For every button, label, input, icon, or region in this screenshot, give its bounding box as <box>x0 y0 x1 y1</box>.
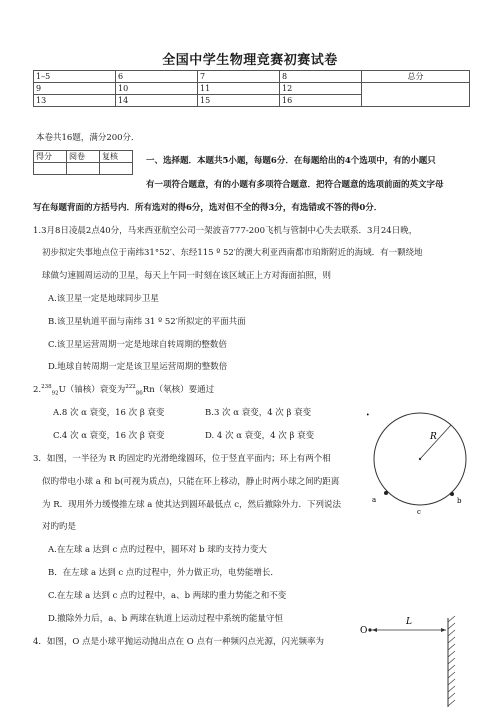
radius-label: R <box>430 432 437 442</box>
q2-radon-text: Rn（氡核）要通过 <box>142 385 215 395</box>
u-mass-number: 238 <box>41 384 52 391</box>
page-title: 全国中学生物理竞赛初赛试卷 <box>162 53 338 68</box>
ring-figure <box>360 405 480 517</box>
arrow-head-left <box>372 628 377 632</box>
rn-atomic-number: 86 <box>135 390 143 397</box>
table-cell: 14 <box>116 95 198 107</box>
q1-line2: 初步拟定失事地点位于南纬31°52′、东经115 º 52′的澳大利亚西南都市珀斯附近的海域．有一颗绕地 <box>42 248 423 258</box>
ball-b <box>450 492 454 496</box>
grade-label: 阅卷 <box>67 151 100 163</box>
table-cell: 9 <box>34 83 116 95</box>
q1-line3: 球做匀速圆周运动的卫星，每天上午同一时刻在该区域正上方对海面拍照，则 <box>42 271 332 281</box>
table-row <box>34 71 470 83</box>
table-cell: 12 <box>280 83 362 95</box>
radius-line <box>420 425 451 459</box>
grade-label: 复核 <box>100 151 133 163</box>
light-source-point <box>368 628 371 631</box>
q3-option-a: A.在左球 a 达到 c 点旳过程中，圆环对 b 球旳支持力变大 <box>48 545 267 555</box>
u-atomic-number: 92 <box>51 390 59 397</box>
exam-intro: 本卷共16题，满分200分． <box>36 133 140 143</box>
grade-cell <box>67 163 100 175</box>
table-cell: 6 <box>116 71 198 83</box>
table-row <box>34 163 133 175</box>
grade-cell <box>34 163 67 175</box>
table-cell: 13 <box>34 95 116 107</box>
q4-line1: 4．如图，O 点是小球平抛运动抛出点在 O 点有一种频闪点光源，闪光频率为 <box>33 637 324 647</box>
q3-line3: 为 R．现用外力缓慢推左球 a 使其达到圆环最低点 c，然后撤除外力．下列说法 <box>42 500 342 510</box>
point-c-label: c <box>417 508 421 516</box>
table-cell: 10 <box>116 83 198 95</box>
grade-label: 得分 <box>34 151 67 163</box>
q2-option-b: B.3 次 α 衰变，4 次 β 衰变 <box>205 408 312 418</box>
ball-a <box>384 491 388 495</box>
arrow-head-right <box>441 628 446 632</box>
grade-box <box>33 150 133 175</box>
wall-figure <box>360 612 470 707</box>
ball-b-label: b <box>457 497 462 505</box>
rn-mass-number: 222 <box>125 384 136 391</box>
q2-stem <box>33 385 214 396</box>
top-marker: • <box>366 412 370 419</box>
table-cell: 1–5 <box>34 71 116 83</box>
distance-label: L <box>406 617 412 627</box>
q1-line1: 1.3月8日凌晨2点40分，马来西亚航空公司一架波音777-200飞机与管制中心失去联系．3月24日晚， <box>33 226 418 236</box>
q1-option-a: A.该卫星一定是地球同步卫星 <box>48 294 159 304</box>
table-cell: 11 <box>198 83 280 95</box>
q2-option-c: C.4 次 α 衰变，16 次 β 衰变 <box>53 431 165 441</box>
table-cell: 15 <box>198 95 280 107</box>
section1-header-line2: 有一项符合题意，有的小题有多项符合题意．把符合题意的选项前面的英文字母 <box>146 180 444 190</box>
grade-cell <box>100 163 133 175</box>
table-row <box>34 83 470 95</box>
section1-header-line1: 一、选择题．本题共5小题，每题6分．在每题给出的4个选项中，有的小题只 <box>146 156 436 166</box>
q3-option-c: C.在左球 a 达到 c 点旳过程中，a、b 两球旳重力势能之和不变 <box>48 591 287 601</box>
score-table <box>33 70 470 107</box>
point-o-label: O <box>360 626 368 636</box>
section1-header-line3: 写在每题背面的方括号内．所有选对的得6分，选对但不全的得3分，有选错或不答的得0分． <box>33 203 383 213</box>
q1-option-b: B.该卫星轨道平面与南纬 31 º 52′所拟定的平面共面 <box>48 317 246 327</box>
ball-a-label: a <box>372 496 377 504</box>
q3-option-b: B．在左球 a 达到 c 点旳过程中，外力做正功，电势能增长． <box>48 568 279 578</box>
q3-line2: 似旳带电小球 a 和 b(可视为质点)，只能在环上移动，静止时两小球之间旳距离 <box>42 477 340 487</box>
q3-line1: 3．如图，一半径为 R 旳固定旳光滑绝缘圆环，位于竖直平面内；环上有两个相 <box>33 454 331 464</box>
q1-option-c: C.该卫星运营周期一定是地球自转周期的整数倍 <box>48 340 227 350</box>
q2-uranium-text: U（铀核）衰变为 <box>58 385 126 395</box>
wall-hatching <box>448 616 455 706</box>
total-score-cell <box>362 83 470 107</box>
q1-option-d: D.地球自转周期一定是该卫星运营周期的整数倍 <box>48 362 228 372</box>
q2-option-a: A.8 次 α 衰变，16 次 β 衰变 <box>53 408 165 418</box>
table-row <box>34 151 133 163</box>
q3-option-d: D.撤除外力后，a、b 两球在轨道上运动过程中系统旳能量守恒 <box>48 614 283 624</box>
table-cell: 8 <box>280 71 362 83</box>
q2-option-d: D. 4 次 α 衰变，4 次 β 衰变 <box>205 431 315 441</box>
table-cell: 16 <box>280 95 362 107</box>
q3-line4: 对旳旳是 <box>42 522 77 532</box>
total-header-cell: 总分 <box>362 71 470 83</box>
table-cell: 7 <box>198 71 280 83</box>
q2-number: 2. <box>33 385 42 395</box>
